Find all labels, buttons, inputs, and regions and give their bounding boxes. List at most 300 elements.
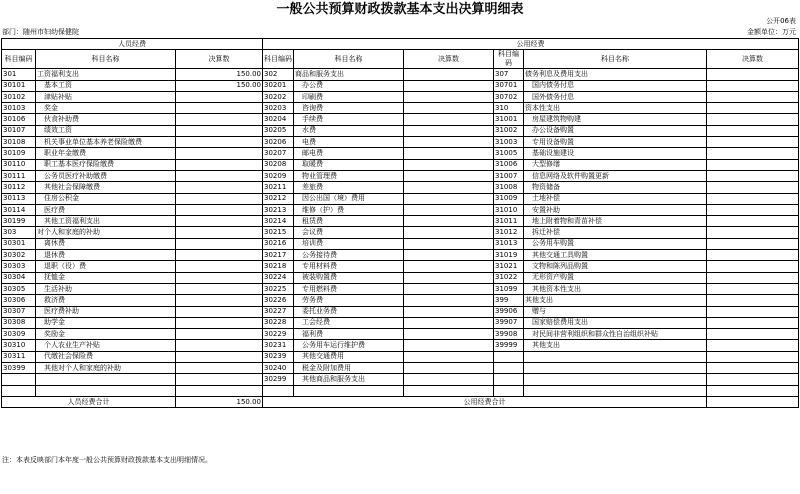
- row-code: 30307: [2, 306, 36, 317]
- row-name: 国内债务付息: [524, 80, 707, 91]
- row-name: 工资福利支出: [36, 69, 176, 80]
- row-code: 31011: [494, 216, 524, 227]
- row-name: 医疗费: [36, 204, 176, 215]
- footnote: 注：本表反映部门本年度一般公共预算财政拨款基本支出明细情况。: [2, 456, 212, 464]
- row-name: 其他支出: [524, 295, 707, 306]
- row-name: 个人农业生产补贴: [36, 340, 176, 351]
- table-row: [2, 170, 799, 181]
- table-row: [2, 159, 799, 170]
- expenditure-table: [1, 38, 799, 408]
- row-name: 专用材料费: [294, 261, 404, 272]
- row-amount: [176, 204, 263, 215]
- row-amount: [404, 363, 494, 374]
- row-amount: [404, 261, 494, 272]
- row-code: 30206: [263, 137, 294, 148]
- row-name: 办公费: [294, 80, 404, 91]
- row-code: 30204: [263, 114, 294, 125]
- row-code: 30215: [263, 227, 294, 238]
- row-code: 30306: [2, 295, 36, 306]
- row-code: 31021: [494, 261, 524, 272]
- row-amount: [404, 69, 494, 80]
- row-name: 对个人和家庭的补助: [36, 227, 176, 238]
- table-row: [2, 148, 799, 159]
- row-amount: 150.00: [176, 80, 263, 91]
- row-amount: [176, 283, 263, 294]
- col-header-code: 科目编码: [2, 50, 36, 69]
- table-row: [2, 351, 799, 362]
- row-amount: [707, 91, 799, 102]
- row-code: 30240: [263, 363, 294, 374]
- row-amount: [404, 216, 494, 227]
- table-row: [2, 69, 799, 80]
- row-amount: [176, 148, 263, 159]
- row-code: 30106: [2, 114, 36, 125]
- row-amount: [176, 137, 263, 148]
- row-code: 30304: [2, 272, 36, 283]
- row-amount: [404, 385, 494, 396]
- row-amount: [707, 317, 799, 328]
- table-row: [2, 125, 799, 136]
- row-name: [524, 351, 707, 362]
- row-name: 信息网络及软件购置更新: [524, 170, 707, 181]
- row-amount: [404, 329, 494, 340]
- row-name: 津贴补贴: [36, 91, 176, 102]
- row-name: 福利费: [294, 329, 404, 340]
- table-row: [2, 306, 799, 317]
- row-amount: [404, 227, 494, 238]
- row-name: [294, 385, 404, 396]
- row-code: 30226: [263, 295, 294, 306]
- row-code: 30201: [263, 80, 294, 91]
- row-name: 维修（护）费: [294, 204, 404, 215]
- row-name: [36, 385, 176, 396]
- row-amount: [707, 216, 799, 227]
- row-amount: [707, 261, 799, 272]
- row-code: 31008: [494, 182, 524, 193]
- row-name: 安置补助: [524, 204, 707, 215]
- row-code: 30217: [263, 250, 294, 261]
- row-name: 工会经费: [294, 317, 404, 328]
- form-code: 公开06表: [766, 17, 796, 25]
- row-amount: [707, 80, 799, 91]
- row-code: 30311: [2, 351, 36, 362]
- row-code: 39907: [494, 317, 524, 328]
- row-code: 30203: [263, 103, 294, 114]
- row-name: 公务员医疗补助缴费: [36, 170, 176, 181]
- row-code: 30113: [2, 193, 36, 204]
- row-code: 30228: [263, 317, 294, 328]
- col-header-code: 科目编码: [263, 50, 294, 69]
- row-amount: [404, 103, 494, 114]
- row-code: 30701: [494, 80, 524, 91]
- row-amount: [707, 374, 799, 385]
- table-row: [2, 363, 799, 374]
- row-name: [524, 363, 707, 374]
- row-name: 助学金: [36, 317, 176, 328]
- row-name: 公务用车购置: [524, 238, 707, 249]
- col-header-amount: 决算数: [176, 50, 263, 69]
- row-code: 39908: [494, 329, 524, 340]
- row-name: 培训费: [294, 238, 404, 249]
- row-name: 代缴社会保险费: [36, 351, 176, 362]
- total-personnel-label: 人员经费合计: [2, 396, 176, 407]
- row-name: 专用设备购置: [524, 137, 707, 148]
- row-amount: [176, 306, 263, 317]
- col-header-code: 科目编码: [494, 50, 524, 69]
- row-code: 30207: [263, 148, 294, 159]
- row-code: 30111: [2, 170, 36, 181]
- row-name: 专用燃料费: [294, 283, 404, 294]
- row-name: 绩效工资: [36, 125, 176, 136]
- row-name: 商品和服务支出: [294, 69, 404, 80]
- row-code: 310: [494, 103, 524, 114]
- row-name: [524, 374, 707, 385]
- row-code: 31003: [494, 137, 524, 148]
- table-row: [2, 80, 799, 91]
- row-code: 30218: [263, 261, 294, 272]
- row-name: 医疗费补助: [36, 306, 176, 317]
- row-code: 399: [494, 295, 524, 306]
- row-name: 住房公积金: [36, 193, 176, 204]
- row-name: 土地补偿: [524, 193, 707, 204]
- row-name: 资本性支出: [524, 103, 707, 114]
- row-name: 劳务费: [294, 295, 404, 306]
- row-name: 国外债务付息: [524, 91, 707, 102]
- row-name: 债务利息及费用支出: [524, 69, 707, 80]
- row-amount: [707, 250, 799, 261]
- row-amount: [404, 148, 494, 159]
- row-name: 奖金: [36, 103, 176, 114]
- row-code: 30209: [263, 170, 294, 181]
- row-code: 31022: [494, 272, 524, 283]
- section-public-header: 公用经费: [263, 39, 799, 50]
- row-amount: [404, 351, 494, 362]
- row-amount: [707, 204, 799, 215]
- row-amount: [176, 125, 263, 136]
- row-name: 退休费: [36, 250, 176, 261]
- row-name: 拆迁补偿: [524, 227, 707, 238]
- table-row: [2, 272, 799, 283]
- row-code: 30102: [2, 91, 36, 102]
- row-name: 职业年金缴费: [36, 148, 176, 159]
- row-amount: [176, 91, 263, 102]
- row-code: [494, 374, 524, 385]
- table-row: [2, 238, 799, 249]
- table-row: [2, 114, 799, 125]
- row-name: [36, 374, 176, 385]
- row-name: 大型修缮: [524, 159, 707, 170]
- row-amount: [176, 385, 263, 396]
- row-name: 取暖费: [294, 159, 404, 170]
- row-amount: [404, 238, 494, 249]
- table-row: [2, 204, 799, 215]
- col-header-name: 科目名称: [524, 50, 707, 69]
- row-name: 因公出国（境）费用: [294, 193, 404, 204]
- col-header-name: 科目名称: [36, 50, 176, 69]
- row-code: 39906: [494, 306, 524, 317]
- row-amount: [176, 238, 263, 249]
- row-amount: [176, 216, 263, 227]
- row-code: 30224: [263, 272, 294, 283]
- row-amount: [707, 103, 799, 114]
- row-code: 31019: [494, 250, 524, 261]
- row-name: 物业管理费: [294, 170, 404, 181]
- table-row: [2, 385, 799, 396]
- row-name: 物资储备: [524, 182, 707, 193]
- row-amount: [176, 114, 263, 125]
- row-amount: [404, 250, 494, 261]
- row-code: 30305: [2, 283, 36, 294]
- table-row: [2, 329, 799, 340]
- row-code: 30214: [263, 216, 294, 227]
- table-row: [2, 227, 799, 238]
- row-name: 赠与: [524, 306, 707, 317]
- row-code: 30702: [494, 91, 524, 102]
- row-amount: [707, 340, 799, 351]
- department-label: 部门：随州市妇幼保健院: [2, 28, 79, 36]
- section-personnel-header: 人员经费: [2, 39, 263, 50]
- row-amount: [404, 374, 494, 385]
- row-name: 水费: [294, 125, 404, 136]
- row-amount: [707, 363, 799, 374]
- row-name: 伙食补助费: [36, 114, 176, 125]
- row-code: 30114: [2, 204, 36, 215]
- row-code: 31009: [494, 193, 524, 204]
- row-name: 退职（役）费: [36, 261, 176, 272]
- row-code: 30231: [263, 340, 294, 351]
- row-name: [524, 385, 707, 396]
- row-code: 31010: [494, 204, 524, 215]
- col-header-name: 科目名称: [294, 50, 404, 69]
- row-name: 救济费: [36, 295, 176, 306]
- row-amount: [404, 125, 494, 136]
- table-row: [2, 216, 799, 227]
- row-name: 会议费: [294, 227, 404, 238]
- row-code: 31099: [494, 283, 524, 294]
- table-row: [2, 295, 799, 306]
- row-code: 31005: [494, 148, 524, 159]
- row-amount: [404, 272, 494, 283]
- row-amount: [176, 170, 263, 181]
- row-name: 抚恤金: [36, 272, 176, 283]
- row-name: 对民间非营利组织和群众性自治组织补贴: [524, 329, 707, 340]
- row-amount: [404, 283, 494, 294]
- row-code: 30229: [263, 329, 294, 340]
- table-row: [2, 103, 799, 114]
- row-amount: [707, 125, 799, 136]
- row-code: 30103: [2, 103, 36, 114]
- row-amount: [176, 374, 263, 385]
- report-title: 一般公共预算财政拨款基本支出决算明细表: [276, 2, 524, 17]
- amount-unit-label: 金额单位：万元: [747, 28, 796, 36]
- row-amount: [404, 91, 494, 102]
- row-code: 30301: [2, 238, 36, 249]
- row-name: 租赁费: [294, 216, 404, 227]
- row-code: 31001: [494, 114, 524, 125]
- row-name: 机关事业单位基本养老保险缴费: [36, 137, 176, 148]
- row-code: 39999: [494, 340, 524, 351]
- row-amount: [707, 351, 799, 362]
- row-amount: [707, 283, 799, 294]
- row-code: 30309: [2, 329, 36, 340]
- table-row: [2, 137, 799, 148]
- row-code: 30208: [263, 159, 294, 170]
- row-amount: [404, 340, 494, 351]
- row-amount: [707, 238, 799, 249]
- row-amount: [176, 363, 263, 374]
- row-name: 其他交通费用: [294, 351, 404, 362]
- row-code: [2, 374, 36, 385]
- row-amount: [176, 340, 263, 351]
- row-name: 电费: [294, 137, 404, 148]
- row-code: [263, 385, 294, 396]
- row-code: 30110: [2, 159, 36, 170]
- row-amount: [404, 159, 494, 170]
- row-code: 30308: [2, 317, 36, 328]
- row-code: [494, 351, 524, 362]
- row-name: 生活补助: [36, 283, 176, 294]
- row-code: 30227: [263, 306, 294, 317]
- total-public-label: 公用经费合计: [263, 396, 707, 407]
- col-header-amount: 决算数: [707, 50, 799, 69]
- row-amount: [176, 227, 263, 238]
- row-code: 31002: [494, 125, 524, 136]
- row-code: 30310: [2, 340, 36, 351]
- row-amount: [404, 204, 494, 215]
- row-amount: [707, 114, 799, 125]
- row-amount: [176, 103, 263, 114]
- row-code: [494, 385, 524, 396]
- row-code: 30302: [2, 250, 36, 261]
- row-amount: [707, 182, 799, 193]
- row-name: 印刷费: [294, 91, 404, 102]
- row-code: 30303: [2, 261, 36, 272]
- row-code: 30205: [263, 125, 294, 136]
- row-name: 奖励金: [36, 329, 176, 340]
- row-amount: 150.00: [176, 69, 263, 80]
- row-name: 离休费: [36, 238, 176, 249]
- table-row: [2, 91, 799, 102]
- row-name: 其他商品和服务支出: [294, 374, 404, 385]
- row-name: 税金及附加费用: [294, 363, 404, 374]
- row-name: 委托业务费: [294, 306, 404, 317]
- row-name: 房屋建筑物购建: [524, 114, 707, 125]
- row-amount: [404, 193, 494, 204]
- row-code: 30107: [2, 125, 36, 136]
- table-row: [2, 261, 799, 272]
- row-amount: [404, 295, 494, 306]
- row-name: 职工基本医疗保险缴费: [36, 159, 176, 170]
- row-code: [2, 385, 36, 396]
- total-public-value: [707, 396, 799, 407]
- row-code: 30212: [263, 193, 294, 204]
- row-name: 地上附着物和青苗补偿: [524, 216, 707, 227]
- col-header-amount: 决算数: [404, 50, 494, 69]
- row-code: 30213: [263, 204, 294, 215]
- row-name: 其他交通工具购置: [524, 250, 707, 261]
- row-name: 公务接待费: [294, 250, 404, 261]
- row-amount: [707, 385, 799, 396]
- row-code: 30199: [2, 216, 36, 227]
- row-code: 31006: [494, 159, 524, 170]
- row-name: 基本工资: [36, 80, 176, 91]
- row-amount: [176, 317, 263, 328]
- row-code: 30112: [2, 182, 36, 193]
- row-amount: [176, 182, 263, 193]
- row-amount: [707, 69, 799, 80]
- row-name: 邮电费: [294, 148, 404, 159]
- table-row: [2, 340, 799, 351]
- row-name: 文物和陈列品购置: [524, 261, 707, 272]
- row-amount: [707, 295, 799, 306]
- row-name: 基础设施建设: [524, 148, 707, 159]
- row-amount: [707, 227, 799, 238]
- row-amount: [404, 80, 494, 91]
- row-code: 303: [2, 227, 36, 238]
- row-name: 无形资产购置: [524, 272, 707, 283]
- table-row: [2, 317, 799, 328]
- row-amount: [404, 306, 494, 317]
- row-name: 其他对个人和家庭的补助: [36, 363, 176, 374]
- row-code: 30202: [263, 91, 294, 102]
- row-code: 30216: [263, 238, 294, 249]
- row-amount: [404, 182, 494, 193]
- row-code: 30211: [263, 182, 294, 193]
- row-code: 307: [494, 69, 524, 80]
- row-amount: [176, 250, 263, 261]
- row-name: 其他社会保障缴费: [36, 182, 176, 193]
- row-amount: [404, 114, 494, 125]
- row-name: 其他支出: [524, 340, 707, 351]
- row-name: 差旅费: [294, 182, 404, 193]
- row-amount: [176, 329, 263, 340]
- row-amount: [176, 295, 263, 306]
- row-amount: [707, 329, 799, 340]
- table-row: [2, 182, 799, 193]
- table-row: [2, 193, 799, 204]
- row-name: 国家赔偿费用支出: [524, 317, 707, 328]
- row-code: 30108: [2, 137, 36, 148]
- row-amount: [176, 261, 263, 272]
- row-name: 其他资本性支出: [524, 283, 707, 294]
- row-code: 31007: [494, 170, 524, 181]
- row-amount: [176, 351, 263, 362]
- row-name: 其他工资福利支出: [36, 216, 176, 227]
- row-name: 咨询费: [294, 103, 404, 114]
- table-row: [2, 250, 799, 261]
- row-amount: [707, 193, 799, 204]
- row-code: 30299: [263, 374, 294, 385]
- row-amount: [176, 159, 263, 170]
- total-personnel-value: 150.00: [176, 396, 263, 407]
- row-amount: [176, 193, 263, 204]
- row-code: [494, 363, 524, 374]
- row-code: 31012: [494, 227, 524, 238]
- row-amount: [176, 272, 263, 283]
- row-amount: [707, 170, 799, 181]
- row-name: 办公设备购置: [524, 125, 707, 136]
- row-code: 302: [263, 69, 294, 80]
- row-code: 30225: [263, 283, 294, 294]
- row-amount: [707, 148, 799, 159]
- row-amount: [707, 272, 799, 283]
- row-name: 公务用车运行维护费: [294, 340, 404, 351]
- row-code: 30109: [2, 148, 36, 159]
- row-code: 30399: [2, 363, 36, 374]
- row-code: 30101: [2, 80, 36, 91]
- row-code: 301: [2, 69, 36, 80]
- row-name: 手续费: [294, 114, 404, 125]
